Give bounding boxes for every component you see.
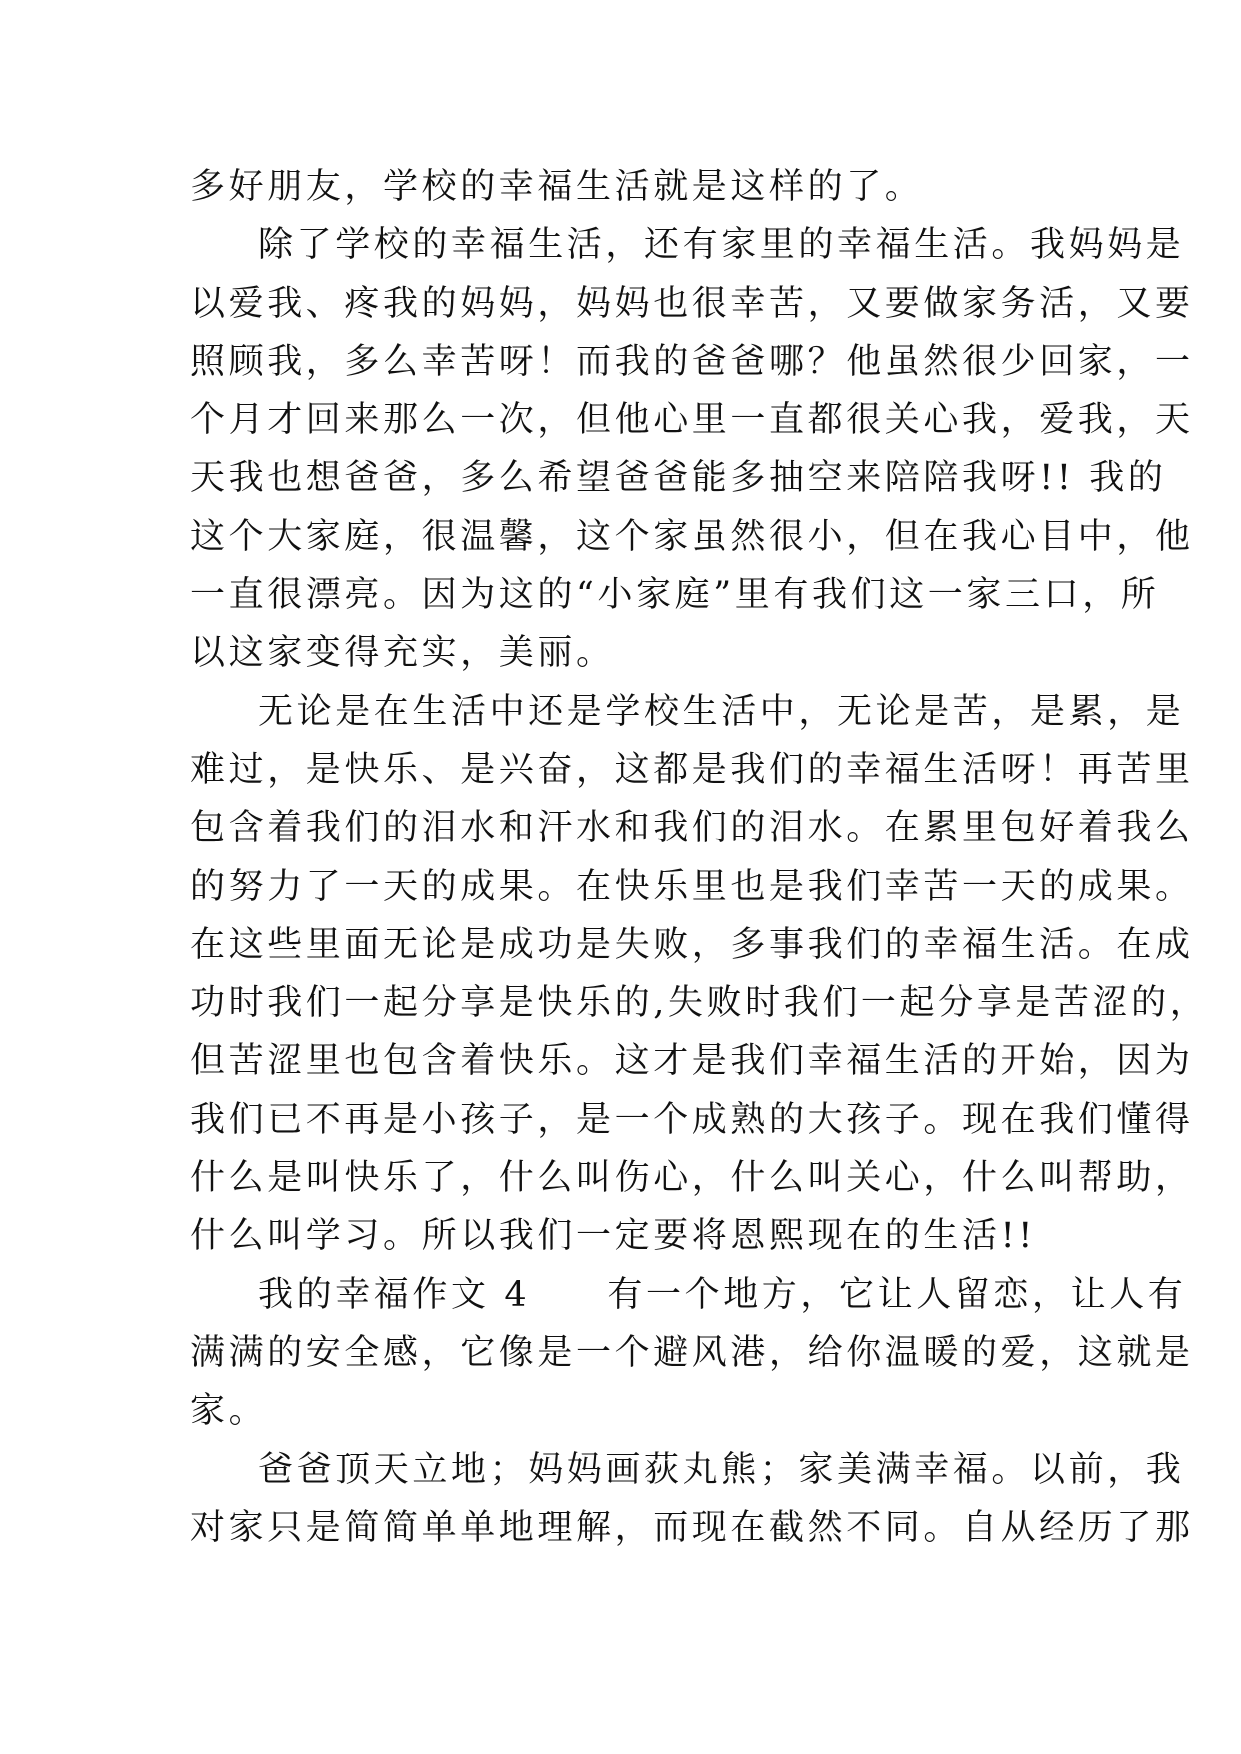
text-line: 对家只是简简单单地理解，而现在截然不同。自从经历了那 xyxy=(190,1507,1194,1548)
text-line: 但苦涩里也包含着快乐。这才是我们幸福生活的开始，因为 xyxy=(190,1041,1194,1082)
text-line: 功时我们一起分享是快乐的,失败时我们一起分享是苦涩的， xyxy=(190,983,1209,1024)
text-line: 我的幸福作文 4 有一个地方，它让人留恋，让人有 xyxy=(258,1274,1187,1315)
text-line: 照顾我，多么幸苦呀！而我的爸爸哪？他虽然很少回家，一 xyxy=(190,341,1194,382)
text-line: 以这家变得充实，美丽。 xyxy=(190,633,615,674)
text-line: 的努力了一天的成果。在快乐里也是我们幸苦一天的成果。 xyxy=(190,866,1194,907)
text-line: 这个大家庭，很温馨，这个家虽然很小，但在我心目中，他 xyxy=(190,516,1194,557)
text-line: 什么是叫快乐了，什么叫伤心，什么叫关心，什么叫帮助， xyxy=(190,1158,1194,1199)
text-line: 一直很漂亮。因为这的“小家庭”里有我们这一家三口，所 xyxy=(190,575,1160,616)
text-line: 难过，是快乐、是兴奋，这都是我们的幸福生活呀！再苦里 xyxy=(190,749,1194,790)
text-line: 以爱我、疼我的妈妈，妈妈也很幸苦，又要做家务活，又要 xyxy=(190,283,1194,324)
text-line: 多好朋友，学校的幸福生活就是这样的了。 xyxy=(190,167,924,207)
text-line: 我们已不再是小孩子，是一个成熟的大孩子。现在我们懂得 xyxy=(190,1099,1194,1140)
text-line: 满满的安全感，它像是一个避风港，给你温暖的爱，这就是 xyxy=(190,1332,1194,1373)
text-line: 天我也想爸爸，多么希望爸爸能多抽空来陪陪我呀!! 我的 xyxy=(190,458,1167,499)
body-text xyxy=(190,158,1209,1557)
text-line: 个月才回来那么一次，但他心里一直都很关心我，爱我，天 xyxy=(190,400,1194,441)
text-line: 家。 xyxy=(190,1391,268,1432)
text-line: 除了学校的幸福生活，还有家里的幸福生活。我妈妈是 xyxy=(258,225,1185,266)
text-line: 包含着我们的泪水和汗水和我们的泪水。在累里包好着我么 xyxy=(190,808,1194,849)
text-line: 什么叫学习。所以我们一定要将恩熙现在的生活!! xyxy=(190,1216,1036,1257)
text-line: 无论是在生活中还是学校生活中，无论是苦，是累，是 xyxy=(258,691,1185,732)
text-line: 爸爸顶天立地；妈妈画荻丸熊；家美满幸福。以前，我 xyxy=(258,1449,1185,1490)
text-line: 在这些里面无论是成功是失败，多事我们的幸福生活。在成 xyxy=(190,924,1194,965)
